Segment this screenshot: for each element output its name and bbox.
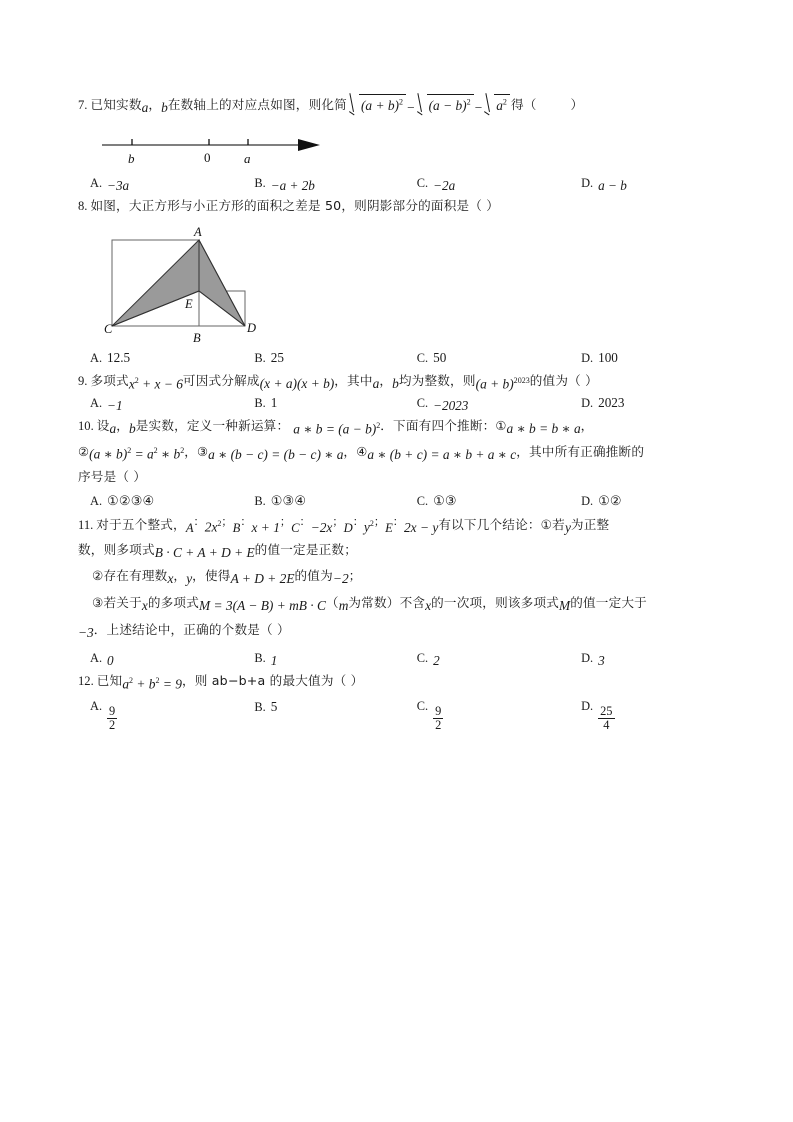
q11-expr-1: B · C + A + D + E: [154, 544, 255, 560]
option-value: 25: [270, 349, 284, 365]
option-value: 100: [598, 349, 618, 365]
option-value: 2: [433, 652, 440, 668]
option-fraction: [433, 705, 443, 731]
q11-colon-B: ：: [240, 514, 252, 528]
q11-expr-C: −2x: [310, 519, 333, 535]
q11-label-C: C: [291, 520, 300, 535]
q10-claim-3: a ∗ (b − c) = (b − c) ∗ a: [208, 446, 344, 462]
q11-label-B: B: [232, 520, 241, 535]
option-label: D.: [581, 396, 594, 410]
q10-var-b: b: [129, 421, 136, 437]
option-label: C.: [416, 175, 429, 190]
q10-circled-4: ④: [356, 443, 368, 459]
q7-option-D[interactable]: [581, 175, 718, 191]
fraction-numerator: 9: [435, 703, 442, 718]
q12-option-A[interactable]: [90, 698, 254, 732]
vertex-label-C: C: [104, 321, 113, 336]
q10-var-a: a: [109, 421, 117, 437]
option-value: −2023: [433, 398, 469, 413]
question-12: [78, 673, 718, 732]
q11-p5: 的值一定是正数；: [254, 541, 358, 557]
q11-option-C[interactable]: [417, 650, 581, 666]
q7-comma: ，: [148, 97, 162, 112]
option-value: −3a: [107, 177, 130, 193]
option-value: −1: [107, 398, 123, 413]
q10-p1: 设: [96, 418, 110, 434]
option-label: A.: [90, 350, 103, 365]
question-10-stem-line-3: [78, 470, 718, 484]
question-10: [78, 419, 718, 509]
radical-sign-icon: [483, 94, 494, 115]
q9-p2: 可因式分解成: [182, 373, 260, 389]
question-12-options: [78, 698, 718, 732]
q10-option-D[interactable]: [581, 493, 718, 509]
number-line-label-zero: 0: [204, 149, 211, 165]
content-column: [78, 88, 718, 734]
vertex-label-B: B: [193, 330, 201, 344]
option-label: C.: [416, 396, 429, 410]
q7-option-A[interactable]: [90, 175, 254, 191]
q10-p5: ，: [580, 418, 594, 434]
q9-option-B[interactable]: [254, 395, 416, 411]
q7-radical-1: [348, 94, 406, 115]
q8-text: 如图，大正方形与小正方形的面积之差是 50，则阴影部分的面积是（ ）: [90, 197, 500, 213]
q10-p3: 是实数，定义一种新运算：: [135, 418, 290, 434]
q7-text-tail-close: ）: [570, 97, 584, 112]
q10-def: a ∗ $b = (a - b)^2$: [293, 421, 381, 437]
option-label: B.: [254, 175, 266, 190]
option-label: B.: [254, 350, 266, 365]
q11-option-B[interactable]: [254, 650, 416, 666]
q11-p2: 有以下几个结论：: [438, 516, 541, 532]
option-label: A.: [90, 698, 103, 713]
question-7-options: [78, 175, 718, 191]
q11-value-neg3: −3: [78, 624, 94, 640]
q11-p14: 的值一定大于: [570, 595, 647, 611]
option-value: −2a: [433, 177, 456, 193]
q10-p8: ，其中所有正确推断的: [516, 443, 645, 459]
question-11-stem-line-2: [78, 543, 718, 558]
q9-option-D[interactable]: [581, 395, 718, 411]
question-11-stem-line-5: [78, 623, 718, 638]
q9-p1: 多项式: [90, 373, 129, 389]
option-label: C.: [416, 494, 429, 509]
radical-sign-icon: [416, 94, 427, 115]
radical-sign-icon: [348, 94, 359, 115]
q10-option-C[interactable]: [417, 493, 581, 509]
q7-var-a: a: [141, 100, 149, 115]
q10-claim-2: (a ∗ $b)^2 = a^2$ ∗ $b^2$: [89, 446, 185, 462]
option-value: −a + 2b: [270, 177, 315, 193]
q11-p10: 的多项式: [147, 595, 200, 611]
q7-text-lead: 已知实数: [90, 97, 142, 112]
q7-option-B[interactable]: [254, 175, 416, 191]
q12-option-C[interactable]: [416, 698, 581, 732]
q11-expr-B: x + 1: [251, 519, 280, 535]
q9-p6: 的值为（ ）: [529, 373, 598, 389]
q11-var-x3: x: [141, 598, 148, 614]
question-8: [78, 199, 718, 366]
q9-p4: ，: [379, 373, 393, 389]
option-label: A.: [90, 175, 103, 190]
q9-factored: (x + a)(x + b): [259, 376, 335, 392]
question-8-number: 8.: [78, 198, 88, 213]
q10-circled-1: ①: [495, 418, 507, 434]
q11-circled-3: ③若关于: [92, 595, 142, 611]
q10-claim-1: a ∗ b = b ∗ a: [506, 421, 581, 437]
vertex-label-E: E: [185, 296, 193, 311]
q9-var-a: a: [372, 376, 380, 392]
q8-geometry-figure: [104, 226, 718, 346]
q11-circled-2: ②存在有理数: [92, 568, 168, 584]
q11-var-y2: y: [186, 571, 193, 587]
option-value: ①②: [598, 493, 622, 509]
q8-option-B[interactable]: [254, 350, 416, 366]
q7-var-b: b: [161, 100, 168, 115]
q10-circled-2: ②: [78, 443, 90, 459]
number-line-label-a: a: [244, 150, 251, 166]
question-7-number: 7.: [78, 98, 88, 112]
q7-radical-2-body: $(a - b)^2$: [427, 94, 474, 115]
question-11-stem-line-1: [78, 514, 718, 535]
fraction-denominator: 2: [109, 717, 116, 732]
q11-expr-A: $2x^2$: [204, 519, 222, 535]
q12-equation: $a^2 + b^2 = 9$: [122, 675, 182, 692]
question-11-number: 11.: [78, 517, 94, 532]
q11-p6: ，: [173, 568, 187, 584]
q11-label-D: D: [343, 520, 353, 535]
q10-p6: ，: [184, 443, 197, 459]
option-label: D.: [581, 698, 594, 713]
q10-option-A[interactable]: [90, 493, 254, 509]
option-label: D.: [581, 494, 594, 509]
fraction-numerator: 9: [109, 703, 116, 718]
question-9-options: [78, 395, 718, 411]
q11-option-D[interactable]: [581, 650, 718, 666]
q12-p1: 已知: [96, 673, 123, 689]
vertex-label-D: D: [247, 320, 257, 335]
option-label: C.: [416, 698, 429, 713]
question-10-stem-line-1: [78, 418, 718, 437]
question-11-stem-line-4: [78, 595, 718, 614]
question-11-stem-line-3: [78, 568, 718, 587]
option-value: 3: [598, 652, 605, 668]
option-fraction: [107, 705, 117, 731]
q11-label-E: E: [385, 520, 393, 535]
q11-var-y: y: [564, 519, 571, 535]
q10-p4: ．下面有四个推断：: [380, 418, 496, 434]
option-label: A.: [90, 494, 103, 509]
number-line-label-b: b: [128, 150, 135, 166]
option-value: 12.5: [107, 349, 131, 365]
question-10-options: [78, 493, 718, 509]
option-label: C.: [416, 650, 429, 665]
option-value: ①③: [433, 493, 457, 509]
option-label: D.: [581, 350, 594, 365]
option-value: 2023: [598, 395, 625, 410]
q10-p2: ，: [116, 418, 130, 434]
q7-text-tail: 得（: [510, 97, 537, 112]
geometry-svg: [104, 226, 294, 344]
question-10-number: 10.: [78, 419, 94, 434]
question-9-number: 9.: [78, 374, 88, 389]
option-value: 1: [270, 652, 278, 668]
q11-var-M: M: [559, 598, 571, 614]
q11-expr-D: $y^2$: [363, 519, 374, 535]
q9-var-b: b: [392, 376, 399, 392]
q10-p9: 序号是（ ）: [78, 468, 147, 484]
option-label: B.: [254, 494, 266, 509]
option-value: 1: [270, 395, 278, 410]
q8-option-D[interactable]: [581, 350, 718, 366]
question-12-number: 12.: [78, 674, 94, 689]
q11-p11: （: [325, 595, 339, 611]
question-11: [78, 514, 718, 668]
option-value: 0: [107, 652, 114, 668]
question-9-stem: [78, 373, 718, 392]
option-label: D.: [581, 175, 594, 190]
q11-sep-4: ；: [373, 514, 386, 528]
q7-minus-2: −: [474, 100, 483, 115]
q9-option-C[interactable]: [417, 395, 581, 411]
q11-colon-C: ：: [299, 514, 311, 528]
q11-expr-E: 2x − y: [403, 519, 439, 535]
q12-p2: ，则 ab−b+a 的最大值为（ ）: [181, 673, 364, 689]
q11-p12: 为常数）不含: [348, 595, 426, 611]
option-value: ①②③④: [107, 493, 155, 509]
q11-p9: ；: [348, 568, 362, 584]
q11-var-x2: x: [167, 571, 174, 587]
q10-circled-3: ③: [197, 443, 209, 459]
option-label: C.: [416, 350, 429, 365]
question-12-stem: [78, 673, 718, 692]
q11-p3: 为正整: [570, 516, 610, 532]
question-8-options: [78, 350, 718, 366]
option-value: 50: [433, 349, 447, 365]
q8-option-A[interactable]: [90, 350, 254, 366]
fraction-numerator: 25: [600, 703, 613, 718]
option-value: ①③④: [270, 493, 307, 509]
q7-radical-1-body: $(a + b)^2$: [359, 94, 406, 115]
q12-option-B[interactable]: [254, 699, 416, 715]
q7-radical-2: [416, 94, 474, 115]
question-7-stem: [78, 88, 718, 113]
option-label: B.: [254, 650, 266, 665]
q11-p4: 数，则多项式: [78, 541, 155, 557]
q10-p7: ，: [343, 443, 357, 459]
question-11-options: [78, 650, 718, 666]
option-fraction: [598, 705, 614, 731]
q11-option-A[interactable]: [90, 650, 254, 666]
q11-sep-1: ；: [221, 514, 233, 528]
q9-p3: ，其中: [334, 373, 373, 389]
q11-p8: 的值为: [294, 568, 333, 584]
q9-option-A[interactable]: [90, 395, 254, 411]
q11-expr-3: M = 3(A − B) + mB · C: [199, 598, 326, 614]
number-line-svg: [96, 123, 336, 169]
q11-label-A: A: [185, 520, 194, 535]
q7-minus-1: −: [407, 100, 415, 115]
option-value: 5: [270, 698, 278, 714]
q11-var-m: m: [338, 598, 349, 614]
question-10-stem-line-2: [78, 443, 718, 462]
fraction-denominator: 4: [598, 718, 614, 732]
q11-expr-2: A + D + 2E: [230, 571, 295, 587]
q11-colon-A: ：: [193, 514, 205, 528]
q8-option-C[interactable]: [417, 350, 581, 366]
question-8-stem: [78, 199, 718, 214]
q12-option-D[interactable]: [581, 698, 718, 732]
q11-sep-2: ；: [279, 514, 292, 528]
fraction-denominator: 2: [435, 717, 442, 732]
q11-sep-3: ；: [332, 514, 344, 528]
q11-p15: ．上述结论中，正确的个数是（ ）: [93, 621, 290, 637]
q11-p13: 的一次项，则该多项式: [431, 595, 560, 611]
q10-option-B[interactable]: [254, 493, 416, 509]
question-7: [78, 88, 718, 191]
q11-value-neg2: −2: [332, 571, 349, 587]
option-value: a − b: [598, 177, 627, 193]
vertex-label-A: A: [194, 225, 202, 239]
q11-p7: ，使得: [192, 568, 231, 584]
q11-circled-1: ①若: [540, 516, 565, 532]
q10-claim-4: a ∗ (b + c) = a ∗ b + a ∗ c: [367, 446, 517, 462]
q7-text-mid: 在数轴上的对应点如图，则化简: [167, 97, 347, 112]
q11-var-x4: x: [425, 598, 432, 614]
q11-colon-D: ：: [352, 514, 364, 528]
option-label: A.: [90, 650, 103, 665]
q9-p5: 均为整数，则: [398, 373, 476, 389]
q7-radical-3: [483, 94, 510, 115]
question-9: [78, 374, 718, 411]
q9-poly: $x^2 + x - 6$: [128, 375, 183, 392]
q7-number-line-figure: [96, 123, 718, 169]
option-label: A.: [90, 396, 103, 410]
q7-option-C[interactable]: [417, 175, 581, 191]
option-label: B.: [254, 699, 266, 714]
q7-radical-3-body: $a^2$: [494, 94, 510, 115]
q9-power: $(a + b)^{2023}$: [475, 375, 530, 392]
option-label: B.: [254, 396, 266, 410]
q11-p1: 对于五个整式，: [96, 516, 186, 532]
option-label: D.: [581, 650, 594, 665]
q11-colon-E: ：: [392, 514, 404, 528]
